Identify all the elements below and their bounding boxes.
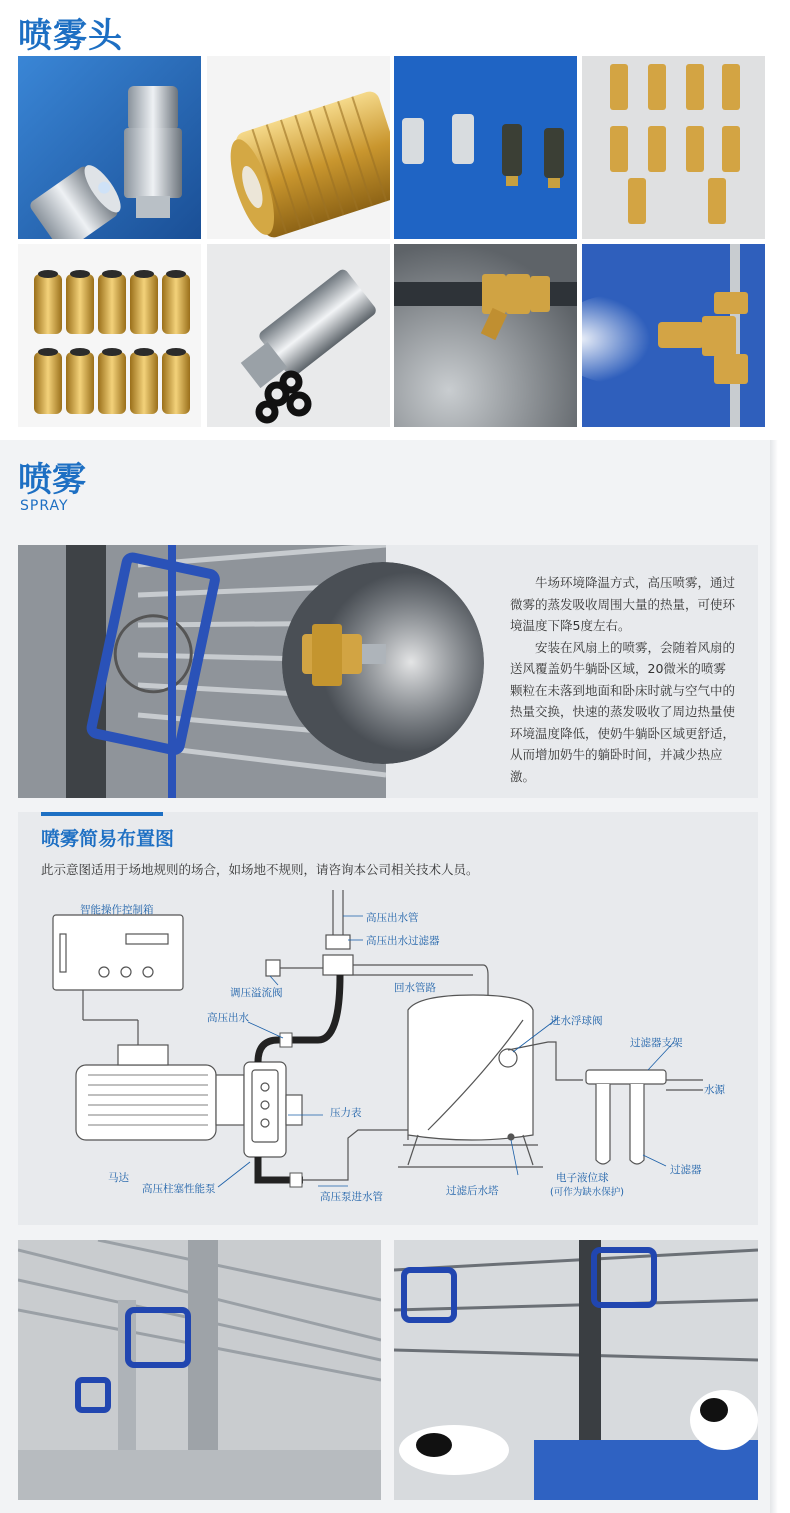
photo-barn-cows bbox=[394, 1240, 758, 1500]
section-subtitle-spray: SPRAY bbox=[20, 498, 69, 514]
photo-nozzle-brass-grid bbox=[582, 56, 765, 239]
label-plunger-pump: 高压柱塞性能泵 bbox=[142, 1183, 216, 1195]
photo-nozzle-silver-orings bbox=[207, 244, 390, 427]
label-control-box: 智能操作控制箱 bbox=[80, 904, 154, 916]
section-title-spray: 喷雾 bbox=[18, 460, 86, 500]
photo-nozzle-four-blue bbox=[394, 56, 577, 239]
photo-nozzle-silver-pair bbox=[18, 56, 201, 239]
diagram-note: 此示意图适用于场地规则的场合，如场地不规则，请咨询本公司相关技术人员。 bbox=[41, 862, 479, 877]
photo-barn-fans bbox=[18, 1240, 381, 1500]
spray-paragraph-1: 牛场环境降温方式，高压喷雾，通过微雾的蒸发吸收周围大量的热量，可使环境温度下降5度左右。 bbox=[510, 575, 736, 633]
photo-nozzle-brass-closeup bbox=[207, 56, 390, 239]
photo-nozzle-spraying bbox=[582, 244, 765, 427]
diagram-title-bar bbox=[41, 812, 163, 816]
section-title-nozzle: 喷雾头 bbox=[18, 16, 123, 56]
label-overflow-valve: 调压溢流阀 bbox=[230, 987, 283, 999]
label-hp-outlet-filter: 高压出水过滤器 bbox=[366, 935, 440, 947]
label-pump-inlet: 高压泵进水管 bbox=[320, 1191, 383, 1203]
panel-edge bbox=[770, 440, 778, 1513]
label-tower: 过滤后水塔 bbox=[446, 1185, 499, 1197]
photo-nozzle-spray-closeup bbox=[282, 562, 484, 764]
label-hp-outlet-pipe: 高压出水管 bbox=[366, 912, 419, 924]
label-motor: 马达 bbox=[108, 1172, 129, 1184]
label-return-pipe: 回水管路 bbox=[394, 982, 436, 994]
label-level-ball-note: (可作为缺水保护) bbox=[550, 1187, 624, 1198]
label-pressure-gauge: 压力表 bbox=[330, 1107, 362, 1119]
spray-description bbox=[510, 572, 736, 787]
label-filter-bracket: 过滤器支架 bbox=[630, 1037, 683, 1049]
label-float-valve: 进水浮球阀 bbox=[550, 1015, 603, 1027]
label-hp-outlet: 高压出水 bbox=[207, 1012, 249, 1024]
label-water-source: 水源 bbox=[704, 1084, 725, 1096]
photo-nozzle-on-pipe bbox=[394, 244, 577, 427]
label-level-ball: 电子液位球 bbox=[556, 1172, 609, 1184]
diagram-title: 喷雾简易布置图 bbox=[41, 828, 175, 850]
photo-nozzle-brass-rows bbox=[18, 244, 201, 427]
spray-paragraph-2: 安装在风扇上的喷雾，会随着风扇的送风覆盖奶牛躺卧区域，20微米的喷雾颗粒在未落到地面和卧床时就与空气中的热量交换，快速的蒸发吸收了周边热量使环境温度降低，使奶牛躺卧区域更舒适，从而增加奶牛的躺卧时间，并减少热应激。 bbox=[510, 639, 736, 784]
label-filter: 过滤器 bbox=[670, 1164, 702, 1176]
